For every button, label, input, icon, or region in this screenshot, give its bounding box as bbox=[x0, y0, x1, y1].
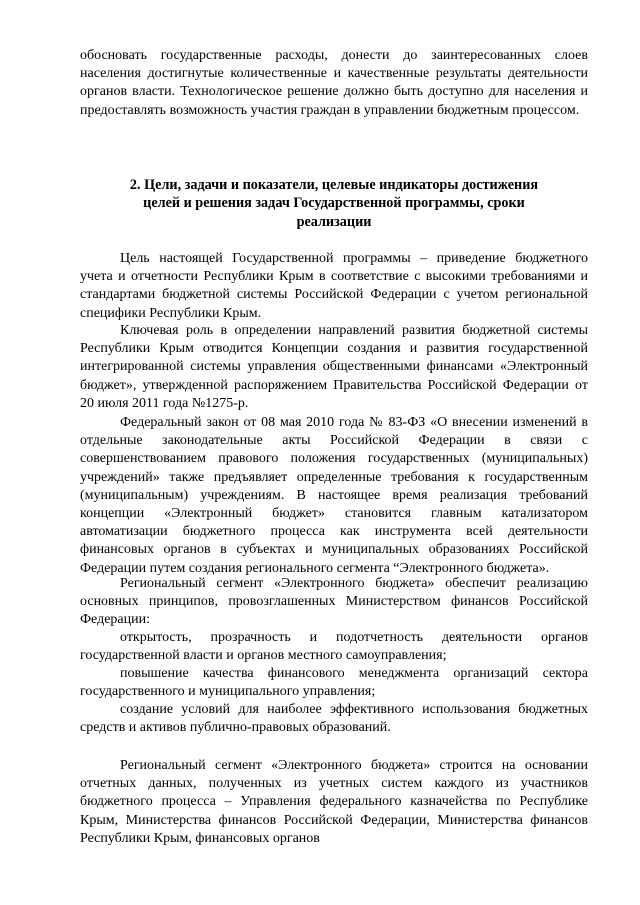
paragraph-key-role: Ключевая роль в определении направлений развития бюджетной системы Республики Крым отводится Концепции создания и развития государственной интегрированной системы управления общественными финансами «Электронный бюджет», утвержденной распоряжением Правительства Российской Федерации от 20 июля 2011 года №1275-р. bbox=[80, 323, 588, 411]
paragraph-intro-continuation: обосновать государственные расходы, донести до заинтересованных слоев населения достигнутые количественные и качественные результаты деятельности органов власти. Технологическое решение должно быть доступно для населения и предоставлять возможность участия граждан в управлении бюджетным процессом. bbox=[80, 48, 588, 118]
list-item-efficient-use: создание условий для наиболее эффективного использования бюджетных средств и активов публично-правовых образований. bbox=[80, 702, 588, 736]
paragraph-goal: Цель настоящей Государственной программы – приведение бюджетного учета и отчетности Республики Крым в соответствие с высокими требованиями и стандартами бюджетной системы Российской Федерации с учетом региональной специфики Республики Крым. bbox=[80, 251, 588, 321]
list-item-transparency: открытость, прозрачность и подотчетность деятельности органов государственной власти и органов местного самоуправления; bbox=[80, 630, 588, 664]
list-item-management-quality: повышение качества финансового менеджмента организаций сектора государственного и муниципального управления; bbox=[80, 666, 588, 700]
paragraph-segment-built: Региональный сегмент «Электронного бюджета» строится на основании отчетных данных, полученных из учетных систем каждого из участников бюджетного процесса – Управления федерального казначейства по Республике Крым, Министерства финансов Российской Федерации, Министерства финансов Республики Крым, финансовых органов bbox=[80, 758, 588, 846]
paragraph-federal-law: Федеральный закон от 08 мая 2010 года № 83-ФЗ «О внесении изменений в отдельные законодательные акты Российской Федерации в связи с совершенствованием правового положения государственных (муниципальных) учреждений» также предъявляет определенные требования к государственным (муниципальным) учреждениям. В настоящее время реализация требований концепции «Электронный бюджет» становится главным катализатором автоматизации бюджетного процесса как инструмента всей деятельности финансовых органов в субъектах и муниципальных образованиях Российской Федерации путем создания регионального сегмента “Электронного бюджета». bbox=[80, 415, 588, 576]
section-heading: 2. Цели, задачи и показатели, целевые индикаторы достижения целей и решения задач Государственной программы, сроки реализации bbox=[129, 177, 539, 230]
paragraph-regional-segment: Региональный сегмент «Электронного бюджета» обеспечит реализацию основных принципов, провозглашенных Министерством финансов Российской Федерации: bbox=[80, 576, 588, 628]
